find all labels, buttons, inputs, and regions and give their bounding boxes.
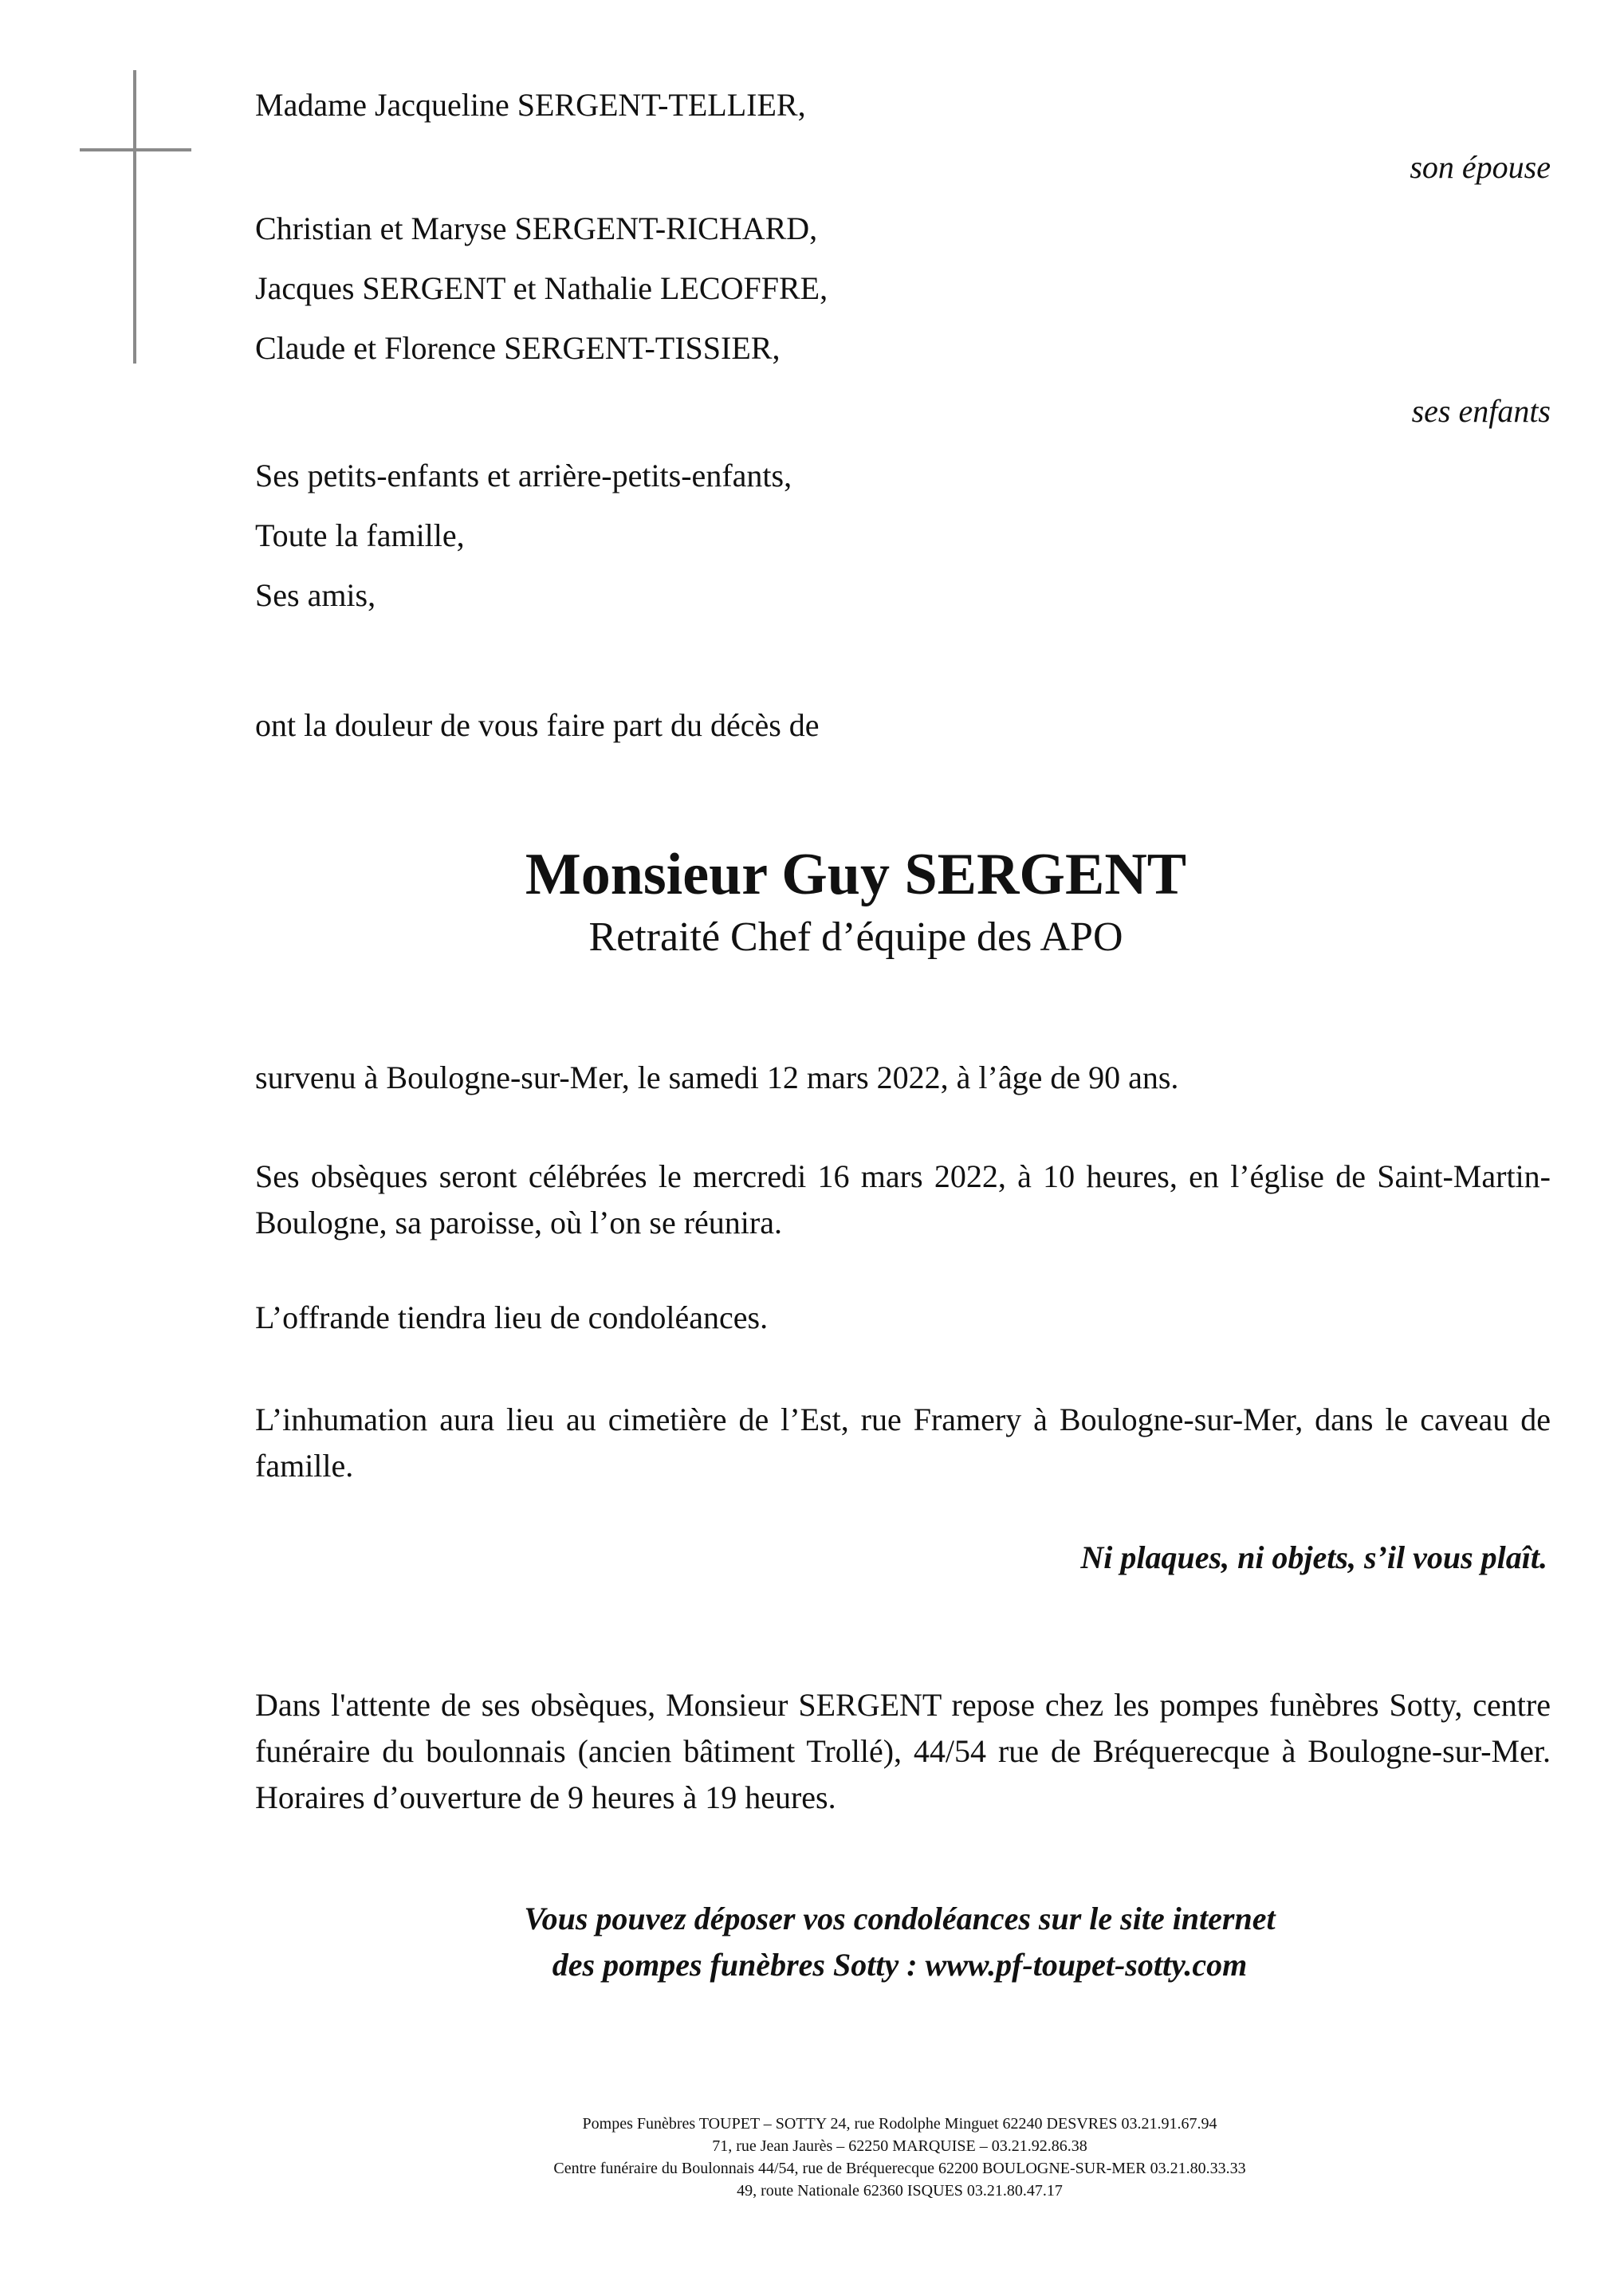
children-role: ses enfants: [1411, 393, 1551, 429]
burial-paragraph: L’inhumation aura lieu au cimetière de l’Est, rue Framery à Boulogne-sur-Mer, dans le caveau de famille.: [255, 1402, 1551, 1484]
condoleances-line-1: Vous pouvez déposer vos condoléances sur le site internet: [524, 1901, 1276, 1936]
deceased-profession: Retraité Chef d’équipe des APO: [588, 914, 1123, 960]
rest-paragraph: Dans l'attente de ses obsèques, Monsieur SERGENT repose chez les pompes funèbres Sotty, centre funéraire du boulonnais (ancien bâtiment Trollé), 44/54 rue de Bréquerecque à Boulogne-sur-Mer. Horaires d’ouverture de 9 heures à 19 heures.: [255, 1687, 1551, 1815]
offering-paragraph: L’offrande tiendra lieu de condoléances.: [255, 1299, 769, 1335]
deceased-name: Monsieur Guy SERGENT: [525, 842, 1187, 907]
funeral-paragraph: Ses obsèques seront célébrées le mercredi 16 mars 2022, à 10 heures, en l’église de Saint-Martin-Boulogne, sa paroisse, où l’on se réunira.: [255, 1158, 1551, 1240]
child-line-2: Jacques SERGENT et Nathalie LECOFFRE,: [255, 270, 828, 306]
spouse-role: son épouse: [1410, 149, 1551, 185]
condoleances-line-2: des pompes funèbres Sotty : www.pf-toupet-sotty.com: [552, 1947, 1248, 1983]
cross-icon: [80, 70, 191, 364]
footer-line-2: 71, rue Jean Jaurès – 62250 MARQUISE – 03.21.92.86.38: [712, 2137, 1087, 2155]
footer-line-3: Centre funéraire du Boulonnais 44/54, rue de Bréquerecque 62200 BOULOGNE-SUR-MER 03.21.80.33.33: [553, 2160, 1246, 2177]
funeral-home-footer: [0, 2113, 1624, 2202]
child-line-1: Christian et Maryse SERGENT-RICHARD,: [255, 210, 818, 246]
friends-line: Ses amis,: [255, 577, 376, 613]
condoleances-notice: [0, 1896, 1624, 1988]
cross-horizontal-bar: [80, 148, 191, 151]
grandchildren-line: Ses petits-enfants et arrière-petits-enfants,: [255, 458, 792, 493]
announcement-line: ont la douleur de vous faire part du décès de: [255, 707, 820, 743]
spouse-name: Madame Jacqueline SERGENT-TELLIER,: [255, 87, 806, 123]
death-paragraph: survenu à Boulogne-sur-Mer, le samedi 12 mars 2022, à l’âge de 90 ans.: [255, 1060, 1179, 1095]
no-plaques-note: Ni plaques, ni objets, s’il vous plaît.: [1080, 1539, 1547, 1575]
footer-line-4: 49, route Nationale 62360 ISQUES 03.21.80.47.17: [737, 2182, 1063, 2200]
footer-line-1: Pompes Funèbres TOUPET – SOTTY 24, rue Rodolphe Minguet 62240 DESVRES 03.21.91.67.94: [582, 2115, 1217, 2133]
child-line-3: Claude et Florence SERGENT-TISSIER,: [255, 330, 781, 366]
family-line: Toute la famille,: [255, 517, 465, 553]
cross-vertical-bar: [133, 70, 136, 364]
